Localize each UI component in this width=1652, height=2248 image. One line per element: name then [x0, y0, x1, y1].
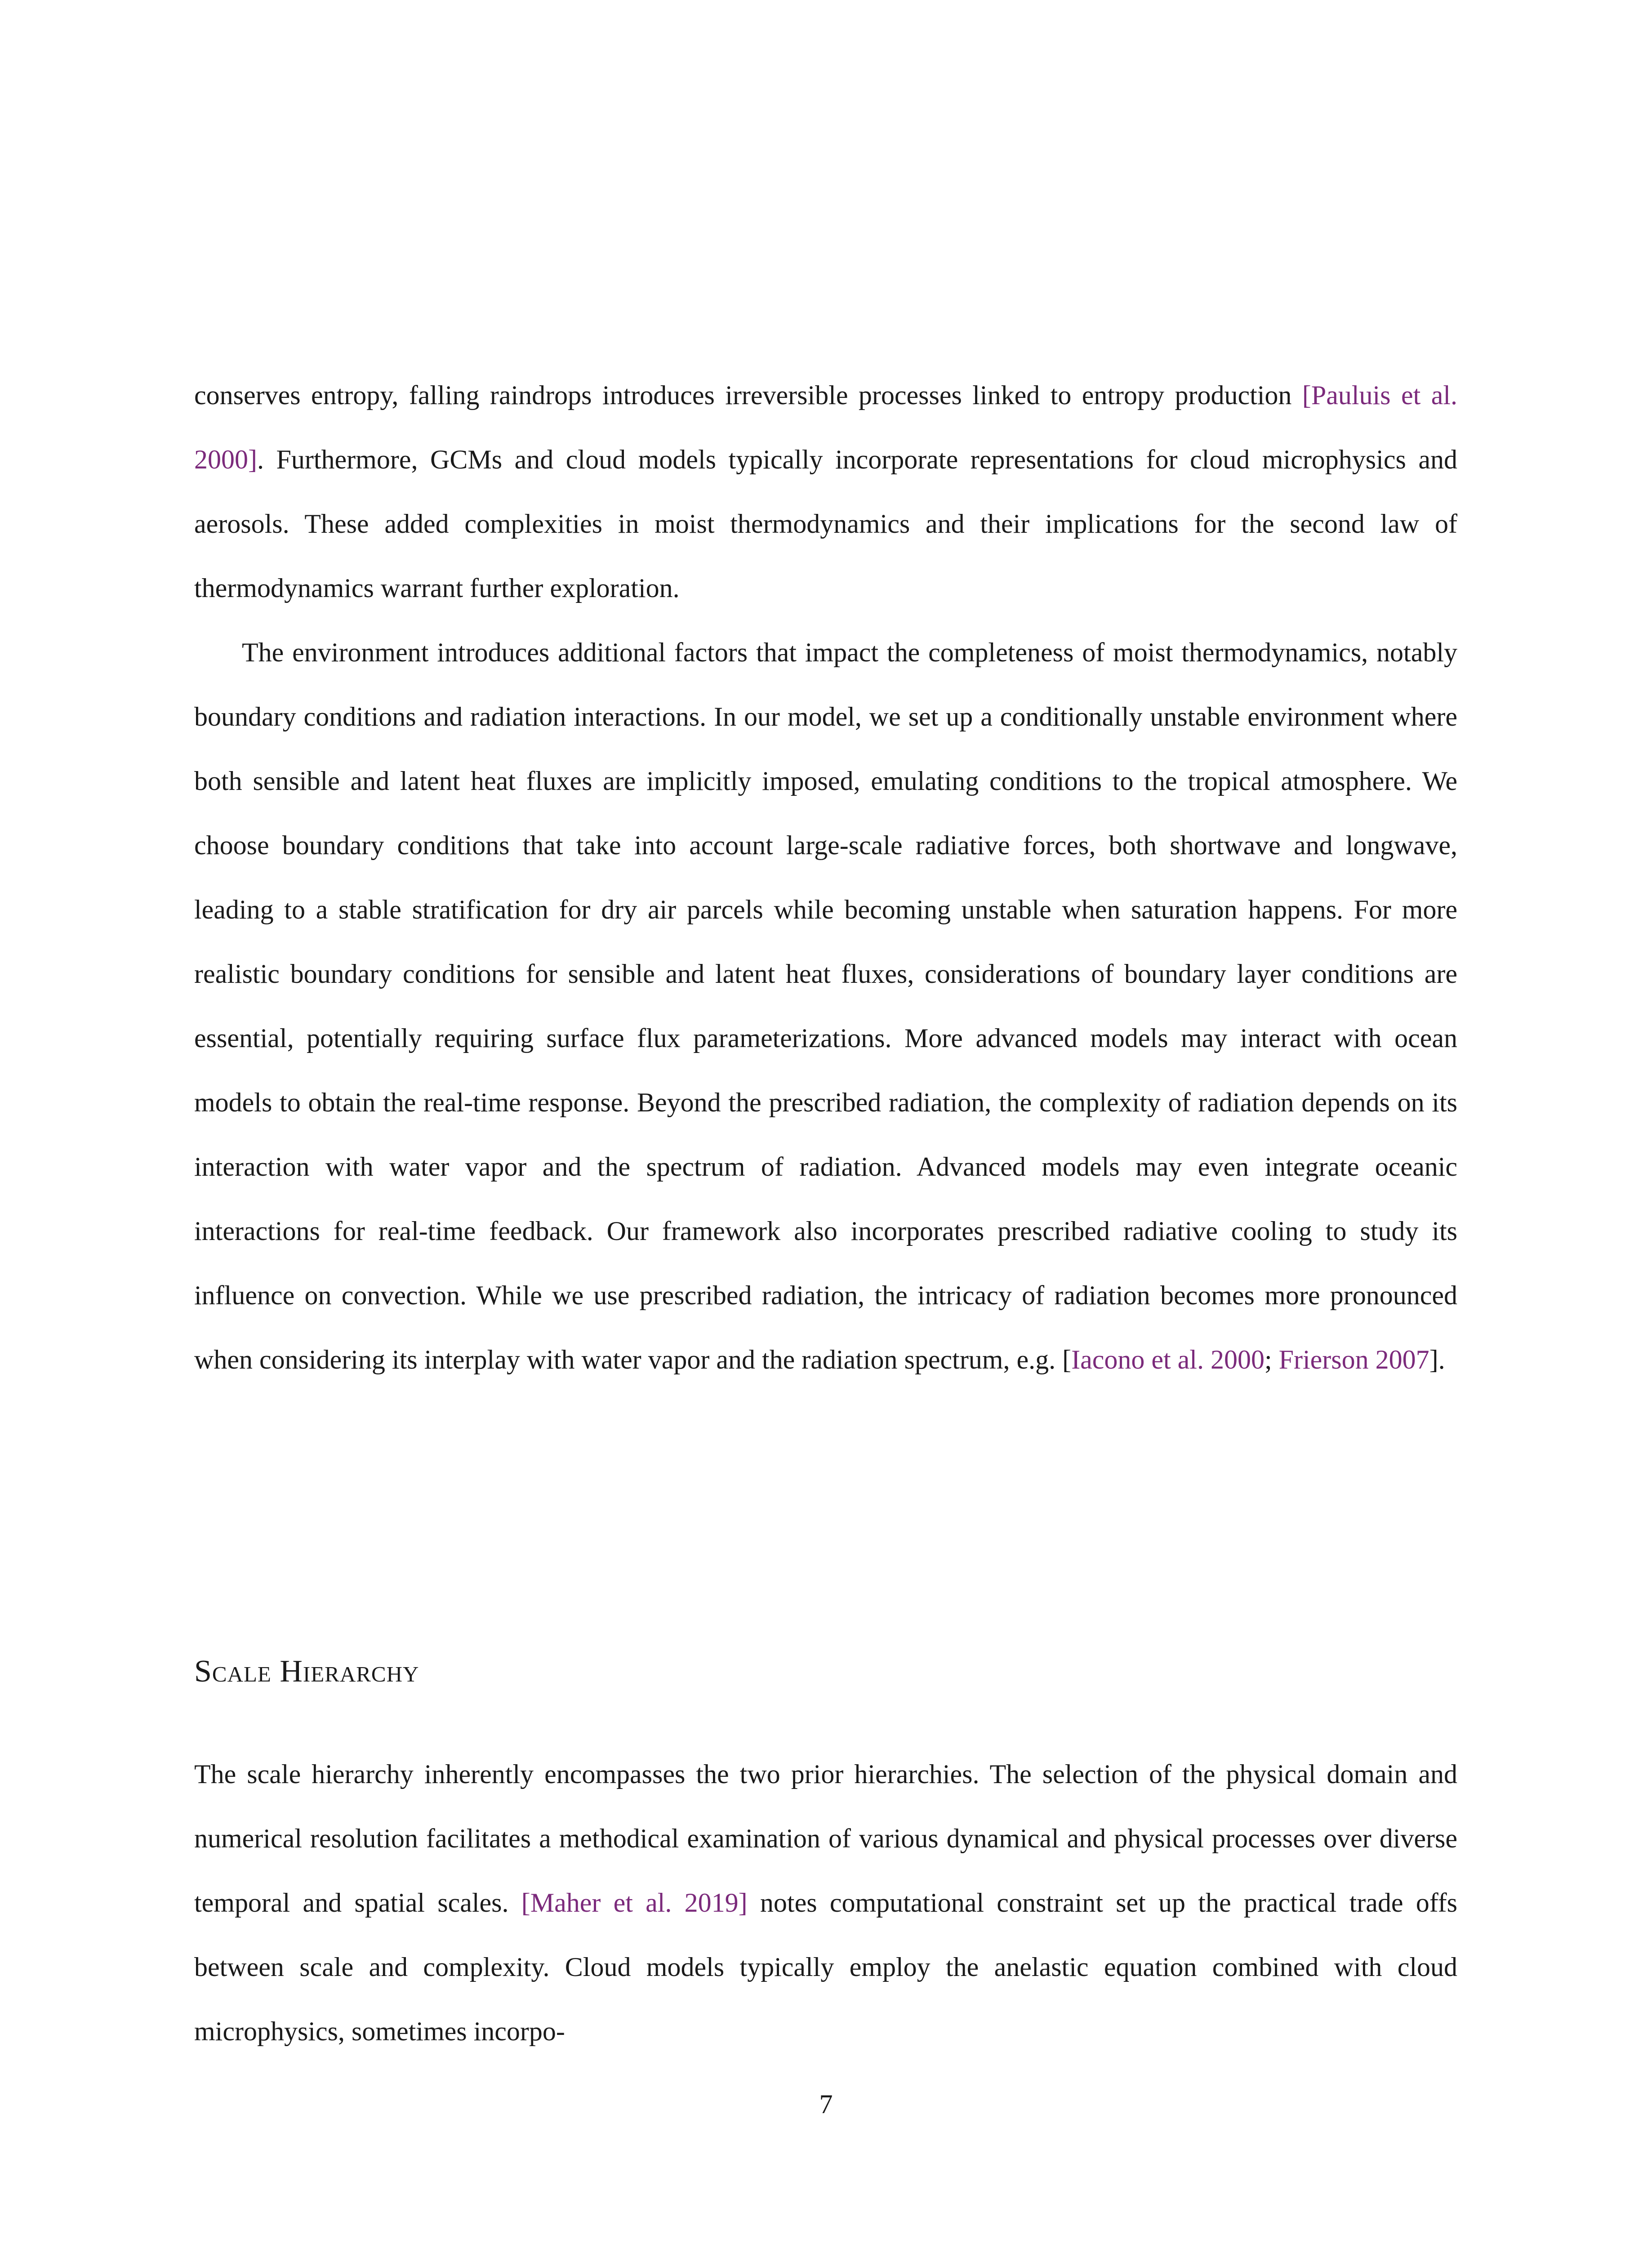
citation-bracket-close: ]: [1429, 1345, 1438, 1374]
paragraph-text: notes computational constraint set up the practical trade offs between scale and complexity. Cloud models typically employ the anelastic equation combined with cloud microphysics, sometimes incorpo-: [194, 1888, 1458, 2046]
paragraph-scale-hierarchy: [194, 1742, 1457, 2064]
citation-bracket-open: [: [1062, 1345, 1072, 1374]
page-number: 7: [819, 2089, 833, 2119]
section-heading-scale-hierarchy: Scale Hierarchy: [194, 1654, 419, 1689]
citation-separator: ;: [1264, 1345, 1279, 1374]
paragraph-text: The scale hierarchy inherently encompasses the two prior hierarchies. The selection of the physical domain and numerical resolution facilitates a methodical examination of various dynamical and physical processes over diverse temporal and spatial scales.: [194, 1759, 1457, 1918]
paragraph-text: conserves entropy, falling raindrops introduces irreversible processes linked to entropy production: [194, 380, 1302, 410]
citation-link-iacono-2000[interactable]: Iacono et al. 2000: [1071, 1345, 1265, 1374]
paragraph-environment: [194, 620, 1457, 1392]
citation-link-pauluis-2000[interactable]: [Pauluis et al. 2000]: [194, 380, 1457, 474]
paragraph-text: The environment introduces additional factors that impact the completeness of moist thermodynamics, notably boundary conditions and radiation interactions. In our model, we set up a conditionally unstable environment where both sensible and latent heat fluxes are implicitly imposed, emulating conditions to the tropical atmosphere. We choose boundary conditions that take into account large-scale radiative forces, both shortwave and longwave, leading to a stable stratification for dry air parcels while becoming unstable when saturation happens. For more realistic boundary conditions for sensible and latent heat fluxes, considerations of boundary layer conditions are essential, potentially requiring surface flux parameterizations. More advanced models may interact with ocean models to obtain the real-time response. Beyond the prescribed radiation, the complexity of radiation depends on its interaction with water vapor and the spectrum of radiation. Advanced models may even integrate oceanic interactions for real-time feedback. Our framework also incorporates prescribed radiative cooling to study its influence on convection. While we use prescribed radiation, the intricacy of radiation becomes more pronounced when considering its interplay with water vapor and the radiation spectrum, e.g.: [194, 638, 1457, 1374]
paragraph-text: . Furthermore, GCMs and cloud models typically incorporate representations for cloud microphysics and aerosols. These added complexities in moist thermodynamics and their implications for the second law of thermodynamics warrant further exploration.: [194, 445, 1457, 603]
citation-link-maher-2019[interactable]: [Maher et al. 2019]: [521, 1888, 748, 1918]
paragraph-text: .: [1438, 1345, 1445, 1374]
paragraph-continuation: [194, 363, 1457, 620]
citation-link-frierson-2007[interactable]: Frierson 2007: [1278, 1345, 1429, 1374]
body-text-upper: [194, 363, 1457, 1392]
body-text-lower: [194, 1742, 1457, 2064]
